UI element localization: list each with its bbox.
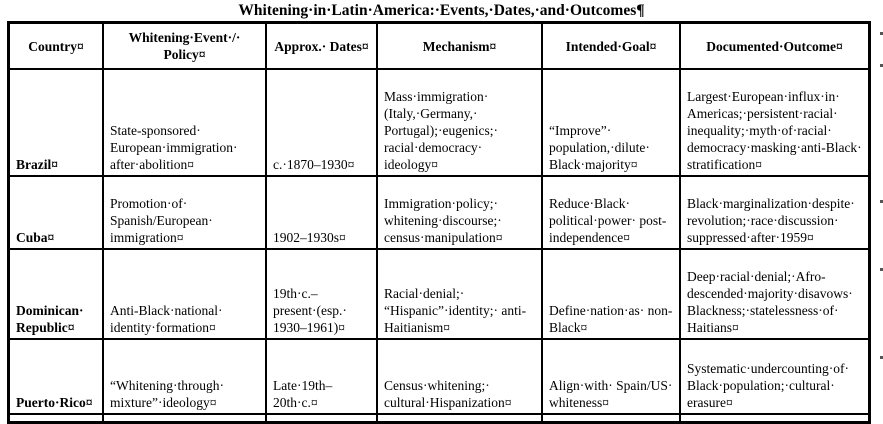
event-cell: State-sponsored· European·immigration· after·abolition¤ [103,69,266,176]
empty-cell [103,414,266,422]
mechanism-cell: Immigration·policy;· whitening·discourse;· census·manipulation¤ [377,176,542,249]
table-row [9,339,869,414]
country-cell: Puerto·Rico¤ [9,339,103,414]
event-cell: Promotion·of· Spanish/European· immigration¤ [103,176,266,249]
mechanism-cell: Census·whitening;· cultural·Hispanization¤ [377,339,542,414]
header-goal: Intended·Goal¤ [542,23,680,69]
country-cell: Dominican· Republic¤ [9,249,103,339]
whitening-table [7,21,871,424]
outcome-cell: Black·marginalization·despite· revolution;·race·discussion· suppressed·after·1959¤ [680,176,869,249]
header-outcome: Documented·Outcome¤ [680,23,869,69]
header-dates: Approx.· Dates¤ [266,23,377,69]
event-cell: “Whitening·through· mixture”·ideology¤ [103,339,266,414]
dates-cell: c.·1870–1930¤ [266,69,377,176]
outcome-cell: Systematic·undercounting·of· Black·population;·cultural· erasure¤ [680,339,869,414]
empty-cell [542,414,680,422]
mechanism-cell: Mass·immigration· (Italy,·Germany,· Portugal);·eugenics;· racial·democracy· ideology¤ [377,69,542,176]
table-row [9,176,869,249]
dates-cell: 1902–1930s¤ [266,176,377,249]
outcome-cell: Largest·European·influx·in· Americas;·persistent·racial· inequality;·myth·of·racial· democracy·masking·anti-Black· stratification¤ [680,69,869,176]
goal-cell: Reduce·Black· political·power· post-independence¤ [542,176,680,249]
dates-cell: Late·19th– 20th·c.¤ [266,339,377,414]
empty-cell [680,414,869,422]
outcome-cell: Deep·racial·denial;·Afro-descended·majority·disavows· Blackness;·statelessness·of· Haitians¤ [680,249,869,339]
goal-cell: Align·with· Spain/US· whiteness¤ [542,339,680,414]
country-cell: Brazil¤ [9,69,103,176]
country-cell: Cuba¤ [9,176,103,249]
empty-cell [266,414,377,422]
table-row [9,69,869,176]
event-cell: Anti-Black·national· identity·formation¤ [103,249,266,339]
header-event: Whitening·Event·/· Policy¤ [103,23,266,69]
goal-cell: Define·nation·as· non-Black¤ [542,249,680,339]
empty-cell [377,414,542,422]
table-row-partial [9,414,869,422]
dates-cell: 19th·c.– present·(esp.· 1930–1961)¤ [266,249,377,339]
table-row [9,249,869,339]
table-header-row [9,23,869,69]
mechanism-cell: Racial·denial;· “Hispanic”·identity;· anti-Haitianism¤ [377,249,542,339]
header-mechanism: Mechanism¤ [377,23,542,69]
goal-cell: “Improve”· population,·dilute· Black·majority¤ [542,69,680,176]
header-country: Country¤ [9,23,103,69]
empty-cell [9,414,103,422]
document-title: Whitening·in·Latin·America:·Events,·Dates,·and·Outcomes¶ [238,2,645,19]
